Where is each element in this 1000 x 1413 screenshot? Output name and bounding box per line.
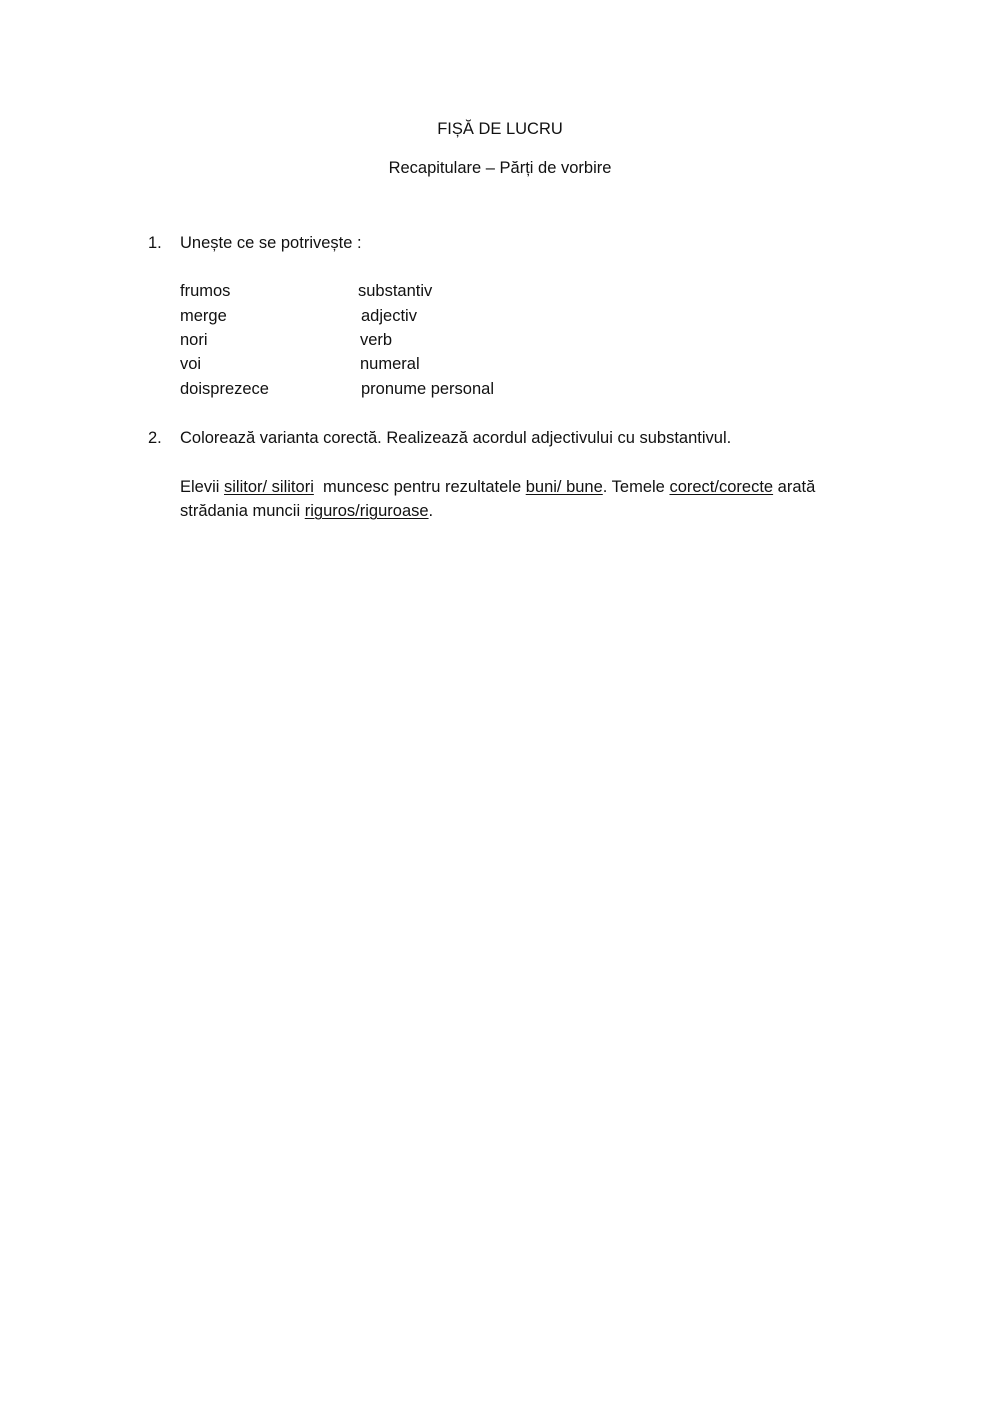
- sentence-text: .: [428, 502, 434, 520]
- page-subtitle: Recapitulare – Părți de vorbire: [388, 159, 612, 177]
- exercise-2-sentence-line-2: [180, 503, 433, 520]
- match-row: [180, 356, 580, 376]
- match-part-of-speech[interactable]: numeral: [360, 355, 420, 373]
- match-word[interactable]: voi: [180, 355, 202, 373]
- match-part-of-speech[interactable]: adjectiv: [361, 307, 417, 325]
- exercise-1-number: 1.: [148, 234, 162, 252]
- sentence-text: Elevii: [180, 478, 225, 496]
- exercise-2-number: 2.: [148, 429, 162, 447]
- page-title: FIȘĂ DE LUCRU: [437, 120, 563, 138]
- match-row: [180, 381, 580, 401]
- match-row: [180, 308, 580, 328]
- choice-corect-corecte[interactable]: corect/corecte: [669, 478, 774, 496]
- match-word[interactable]: nori: [180, 331, 208, 349]
- exercise-2-sentence-line-1: [180, 479, 815, 496]
- match-row: [180, 283, 580, 303]
- exercise-2-instruction: Colorează varianta corectă. Realizează acordul adjectivului cu substantivul.: [180, 429, 732, 447]
- sentence-text: strădania muncii: [180, 502, 305, 520]
- choice-riguros-riguroase[interactable]: riguros/riguroase: [304, 502, 429, 520]
- exercise-1-instruction: Unește ce se potrivește :: [180, 234, 362, 252]
- match-part-of-speech[interactable]: verb: [360, 331, 393, 349]
- match-part-of-speech[interactable]: substantiv: [358, 282, 433, 300]
- sentence-text: muncesc pentru rezultatele: [313, 478, 526, 496]
- match-part-of-speech[interactable]: pronume personal: [361, 380, 494, 398]
- match-word[interactable]: frumos: [180, 282, 231, 300]
- match-word[interactable]: doisprezece: [180, 380, 269, 398]
- sentence-text: . Temele: [602, 478, 670, 496]
- match-word[interactable]: merge: [180, 307, 227, 325]
- choice-silitor-silitori[interactable]: silitor/ silitori: [224, 478, 314, 496]
- sentence-text: arată: [773, 478, 816, 496]
- choice-buni-bune[interactable]: buni/ bune: [525, 478, 603, 496]
- match-row: [180, 332, 580, 352]
